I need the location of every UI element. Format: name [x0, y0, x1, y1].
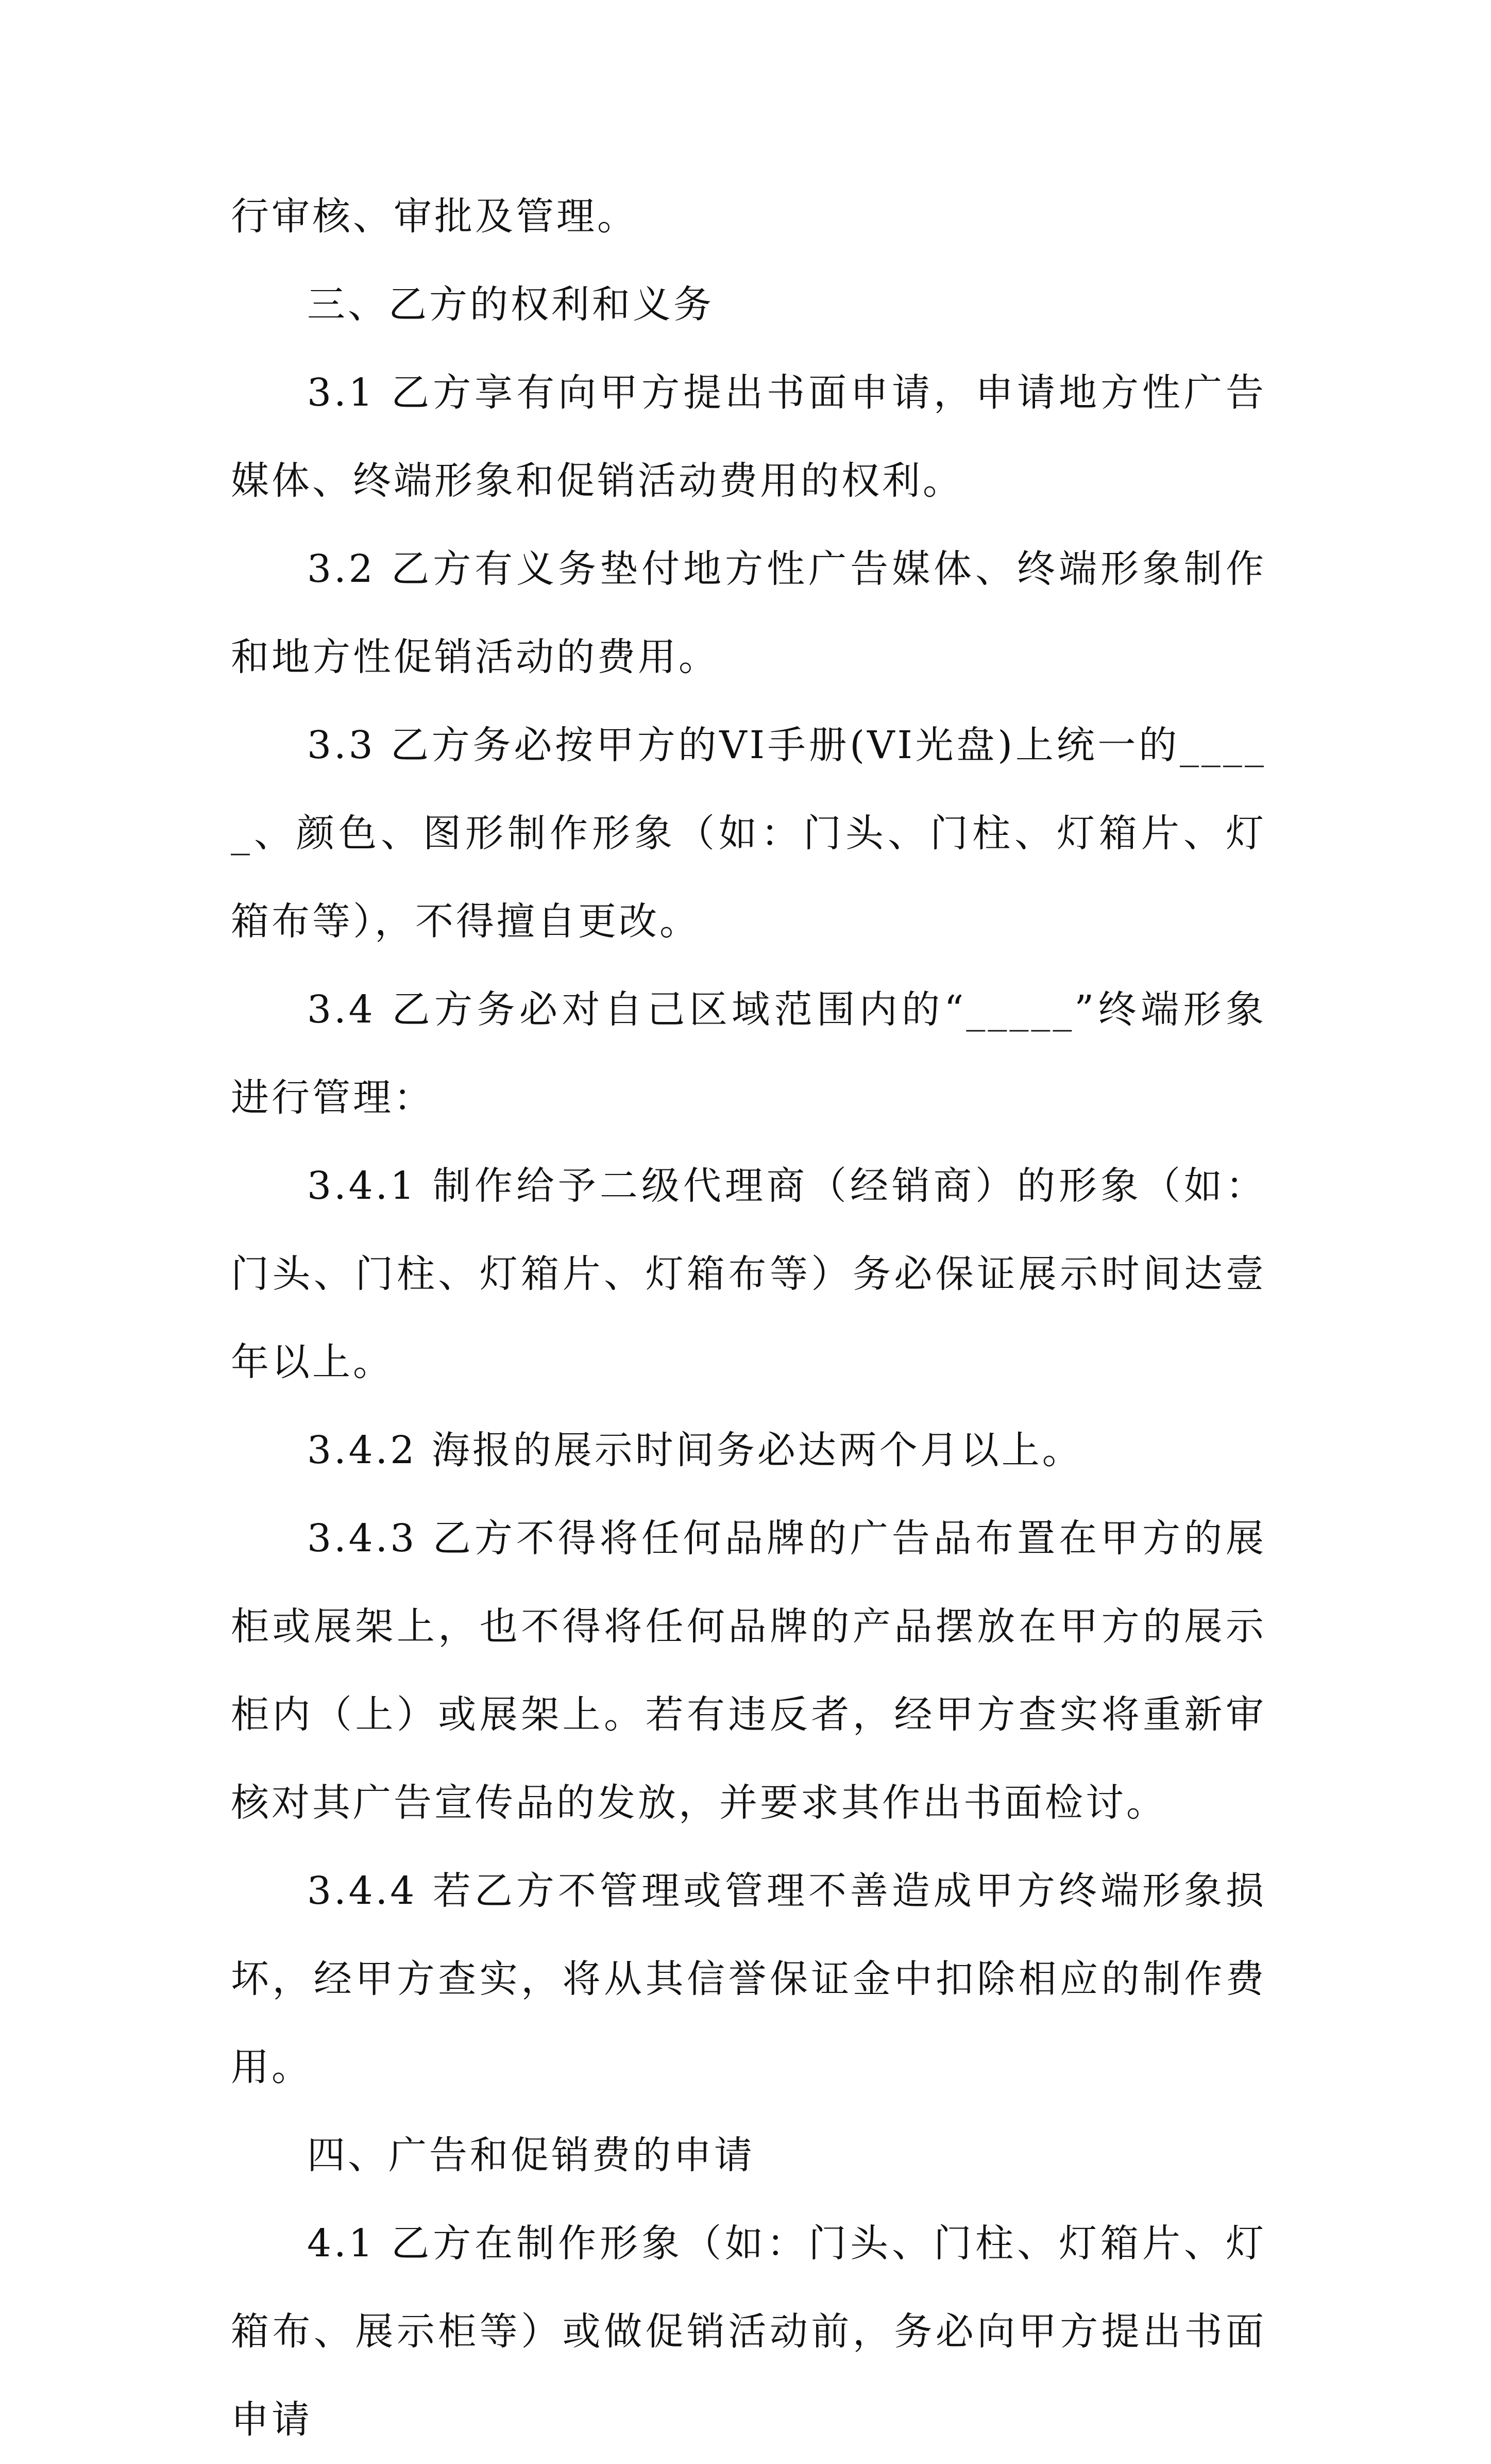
clause-4-1: 4.1 乙方在制作形象（如：门头、门柱、灯箱片、灯箱布、展示柜等）或做促销活动前，务必向甲方提出书面申请: [231, 2221, 1266, 2442]
clause-3-4-2: 3.4.2 海报的展示时间务必达两个月以上。: [307, 1428, 1083, 1472]
section-heading-4: 四、广告和促销费的申请: [307, 2133, 755, 2177]
clause-3-1: 3.1 乙方享有向甲方提出书面申请，申请地方性广告媒体、终端形象和促销活动费用的权利。: [231, 371, 1266, 503]
clause-3-4-1: 3.4.1 制作给予二级代理商（经销商）的形象（如：门头、门柱、灯箱片、灯箱布等）务必保证展示时间达壹年以上。: [231, 1164, 1266, 1384]
document-body: [231, 173, 1266, 2464]
clause-3-4-3: 3.4.3 乙方不得将任何品牌的广告品布置在甲方的展柜或展架上，也不得将任何品牌的产品摆放在甲方的展示柜内（上）或展架上。若有违反者，经甲方查实将重新审核对其广告宣传品的发放，并要求其作出书面检讨。: [231, 1516, 1266, 1825]
clause-3-4-4: 3.4.4 若乙方不管理或管理不善造成甲方终端形象损坏，经甲方查实，将从其信誉保证金中扣除相应的制作费用。: [231, 1869, 1266, 2089]
section-heading-3: 三、乙方的权利和义务: [307, 282, 714, 327]
clause-3-2: 3.2 乙方有义务垫付地方性广告媒体、终端形象制作和地方性促销活动的费用。: [231, 547, 1266, 679]
paragraph-continuation: 行审核、审批及管理。: [231, 194, 638, 239]
clause-3-4: 3.4 乙方务必对自己区域范围内的“_____”终端形象进行管理：: [231, 987, 1266, 1120]
clause-3-3: 3.3 乙方务必按甲方的VI手册(VI光盘)上统一的_____、颜色、图形制作形象（如：门头、门柱、灯箱片、灯箱布等），不得擅自更改。: [231, 723, 1266, 944]
